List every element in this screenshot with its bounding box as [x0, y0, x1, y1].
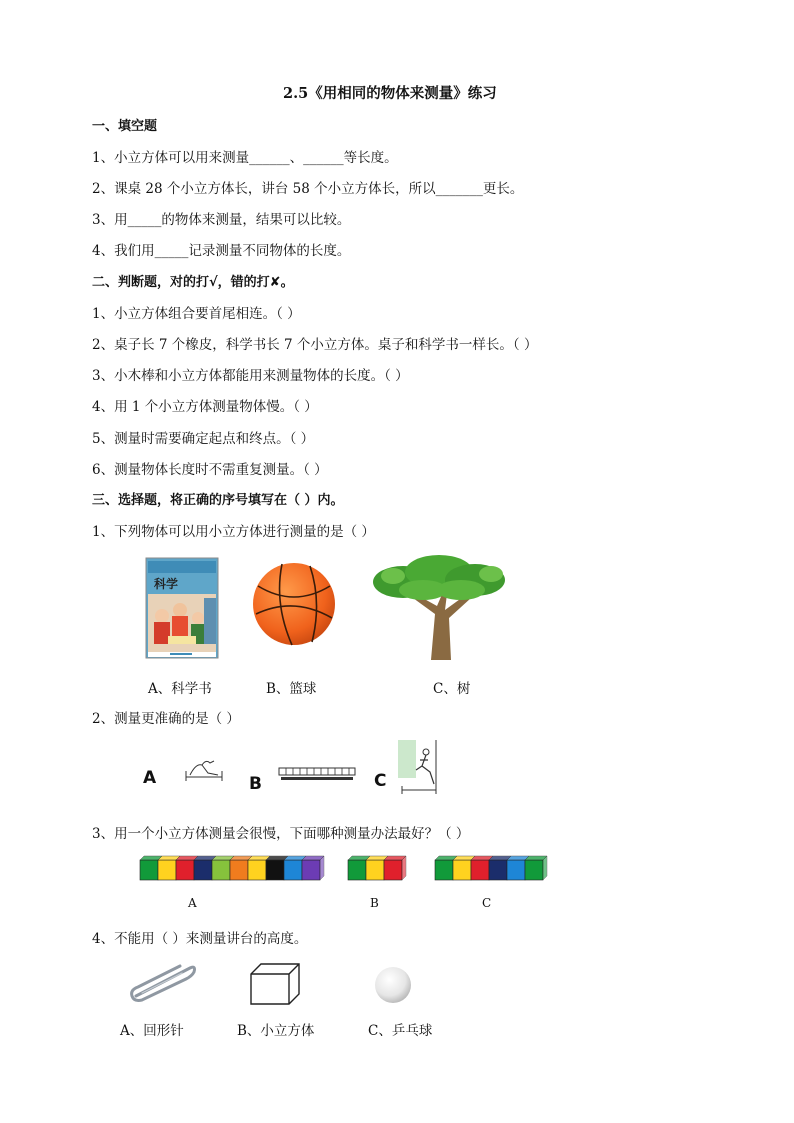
- q2-option-c: C: [374, 771, 387, 791]
- q3-label-c: C: [482, 896, 492, 910]
- step-measure-icon: [398, 740, 438, 794]
- question-1-2: 2、课桌 28 个小立方体长，讲台 58 个小立方体长，所以_______更长。: [92, 181, 524, 197]
- book-title: 科学: [154, 577, 179, 591]
- cube-a-3: [176, 860, 194, 880]
- science-textbook-icon: [146, 558, 218, 658]
- ping-pong-ball-icon: [374, 966, 412, 1004]
- basketball-icon: [252, 562, 336, 646]
- cube-c-3: [471, 860, 489, 880]
- cube-a-6: [230, 860, 248, 880]
- cube-a-2: [158, 860, 176, 880]
- cube-icon: [249, 962, 301, 1006]
- section-heading-true-false: 二、判断题，对的打√，错的打✘。: [92, 275, 294, 290]
- paperclip-icon: [128, 963, 198, 1003]
- question-2-2: 2、桌子长 7 个橡皮，科学书长 7 个小立方体。桌子和科学书一样长。（ ）: [92, 337, 538, 353]
- question-3-1: 1、下列物体可以用小立方体进行测量的是（ ）: [92, 524, 375, 540]
- section-heading-multiple-choice: 三、选择题，将正确的序号填写在（ ）内。: [92, 493, 344, 508]
- tree-icon: [373, 554, 505, 660]
- question-3-3: 3、用一个小立方体测量会很慢，下面哪种测量办法最好？（ ）: [92, 826, 470, 842]
- q2-option-b: B: [249, 774, 262, 794]
- q4-option-b: B、小立方体: [237, 1023, 315, 1039]
- cube-b-2: [366, 860, 384, 880]
- cube-a-5: [212, 860, 230, 880]
- question-2-5: 5、测量时需要确定起点和终点。（ ）: [92, 431, 315, 447]
- question-1-1: 1、小立方体可以用来测量______、______等长度。: [92, 150, 398, 166]
- cube-a-1: [140, 860, 158, 880]
- page-title: 2.5《用相同的物体来测量》练习: [283, 85, 497, 102]
- q1-option-a: A、科学书: [148, 681, 212, 697]
- q2-option-a: A: [143, 768, 157, 788]
- cube-a-4: [194, 860, 212, 880]
- cube-b-3: [384, 860, 402, 880]
- cube-a-9: [284, 860, 302, 880]
- question-1-3: 3、用_____的物体来测量，结果可以比较。: [92, 212, 351, 228]
- cube-c-1: [435, 860, 453, 880]
- question-2-4: 4、用 1 个小立方体测量物体慢。（ ）: [92, 399, 318, 415]
- q4-option-a: A、回形针: [120, 1023, 184, 1039]
- q4-option-c: C、乒乓球: [368, 1023, 433, 1039]
- q1-option-b: B、篮球: [266, 681, 317, 697]
- cube-b-1: [348, 860, 366, 880]
- hand-span-measure-icon: [184, 757, 224, 781]
- section-heading-fill-blank: 一、填空题: [92, 119, 158, 134]
- cube-a-8: [266, 860, 284, 880]
- question-2-6: 6、测量物体长度时不需重复测量。（ ）: [92, 462, 328, 478]
- cube-chain-measure-icon: [279, 768, 355, 782]
- cube-a-7: [248, 860, 266, 880]
- cube-c-2: [453, 860, 471, 880]
- q1-option-c: C、树: [433, 681, 471, 697]
- cube-c-5: [507, 860, 525, 880]
- question-1-4: 4、我们用_____记录测量不同物体的长度。: [92, 243, 351, 259]
- cube-a-10: [302, 860, 320, 880]
- question-3-4: 4、不能用（ ）来测量讲台的高度。: [92, 931, 308, 947]
- cube-c-6: [525, 860, 543, 880]
- question-2-3: 3、小木棒和小立方体都能用来测量物体的长度。（ ）: [92, 368, 409, 384]
- question-2-1: 1、小立方体组合要首尾相连。（ ）: [92, 306, 301, 322]
- question-3-2: 2、测量更准确的是（ ）: [92, 711, 240, 727]
- q3-label-b: B: [370, 896, 379, 910]
- cube-c-4: [489, 860, 507, 880]
- q3-label-a: A: [188, 896, 197, 910]
